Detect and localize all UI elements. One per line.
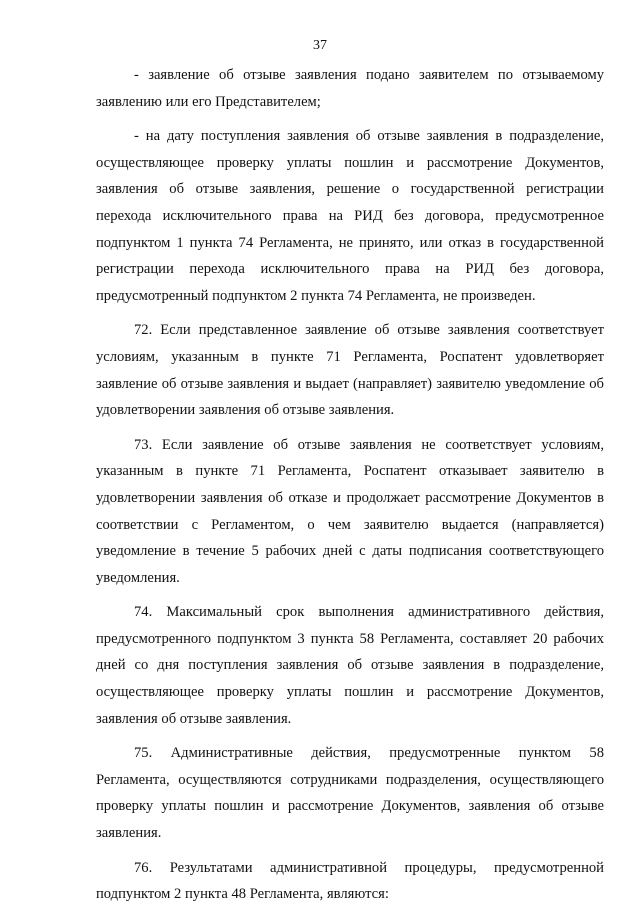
paragraph: - заявление об отзыве заявления подано заявителем по отзываемому заявлению или его Представителем; (96, 67, 604, 110)
paragraph: 75. Административные действия, предусмотренные пунктом 58 Регламента, осуществляются сотрудниками подразделения, осуществляющего проверку уплаты пошлин и рассмотрение Документов, заявления об отзыве заявления. (96, 745, 604, 842)
page-number: 37 (313, 38, 327, 53)
document-body (96, 62, 604, 916)
paragraph: 73. Если заявление об отзыве заявления не соответствует условиям, указанным в пункте 71 Регламента, Роспатент отказывает заявителю в удовлетворении заявления об отказе и продолжает рассмотрение Документов в соответствии с Регламентом, о чем заявителю выдается (направляется) уведомление в течение 5 рабочих дней с даты подписания соответствующего уведомления. (96, 436, 604, 586)
paragraph: 74. Максимальный срок выполнения административного действия, предусмотренного подпунктом 3 пункта 58 Регламента, составляет 20 рабочих дней со дня поступления заявления об отзыве заявления в подразделение, осуществляющее проверку уплаты пошлин и рассмотрение Документов, заявления об отзыве заявления. (96, 604, 604, 727)
paragraph: 72. Если представленное заявление об отзыве заявления соответствует условиям, указанным в пункте 71 Регламента, Роспатент удовлетворяет заявление об отзыве заявления и выдает (направляет) заявителю уведомление об удовлетворении заявления об отзыве заявления. (96, 322, 604, 419)
paragraph: 76. Результатами административной процедуры, предусмотренной подпунктом 2 пункта 48 Регламента, являются: (96, 859, 604, 903)
paragraph: - на дату поступления заявления об отзыве заявления в подразделение, осуществляющее проверку уплаты пошлин и рассмотрение Документов, заявления об отзыве заявления, решение о государственной регистрации перехода исключительного права на РИД без договора, предусмотренное подпунктом 1 пункта 74 Регламента, не принято, или отказ в государственной регистрации перехода исключительного права на РИД без договора, предусмотренный подпунктом 2 пункта 74 Регламента, не произведен. (96, 128, 604, 304)
